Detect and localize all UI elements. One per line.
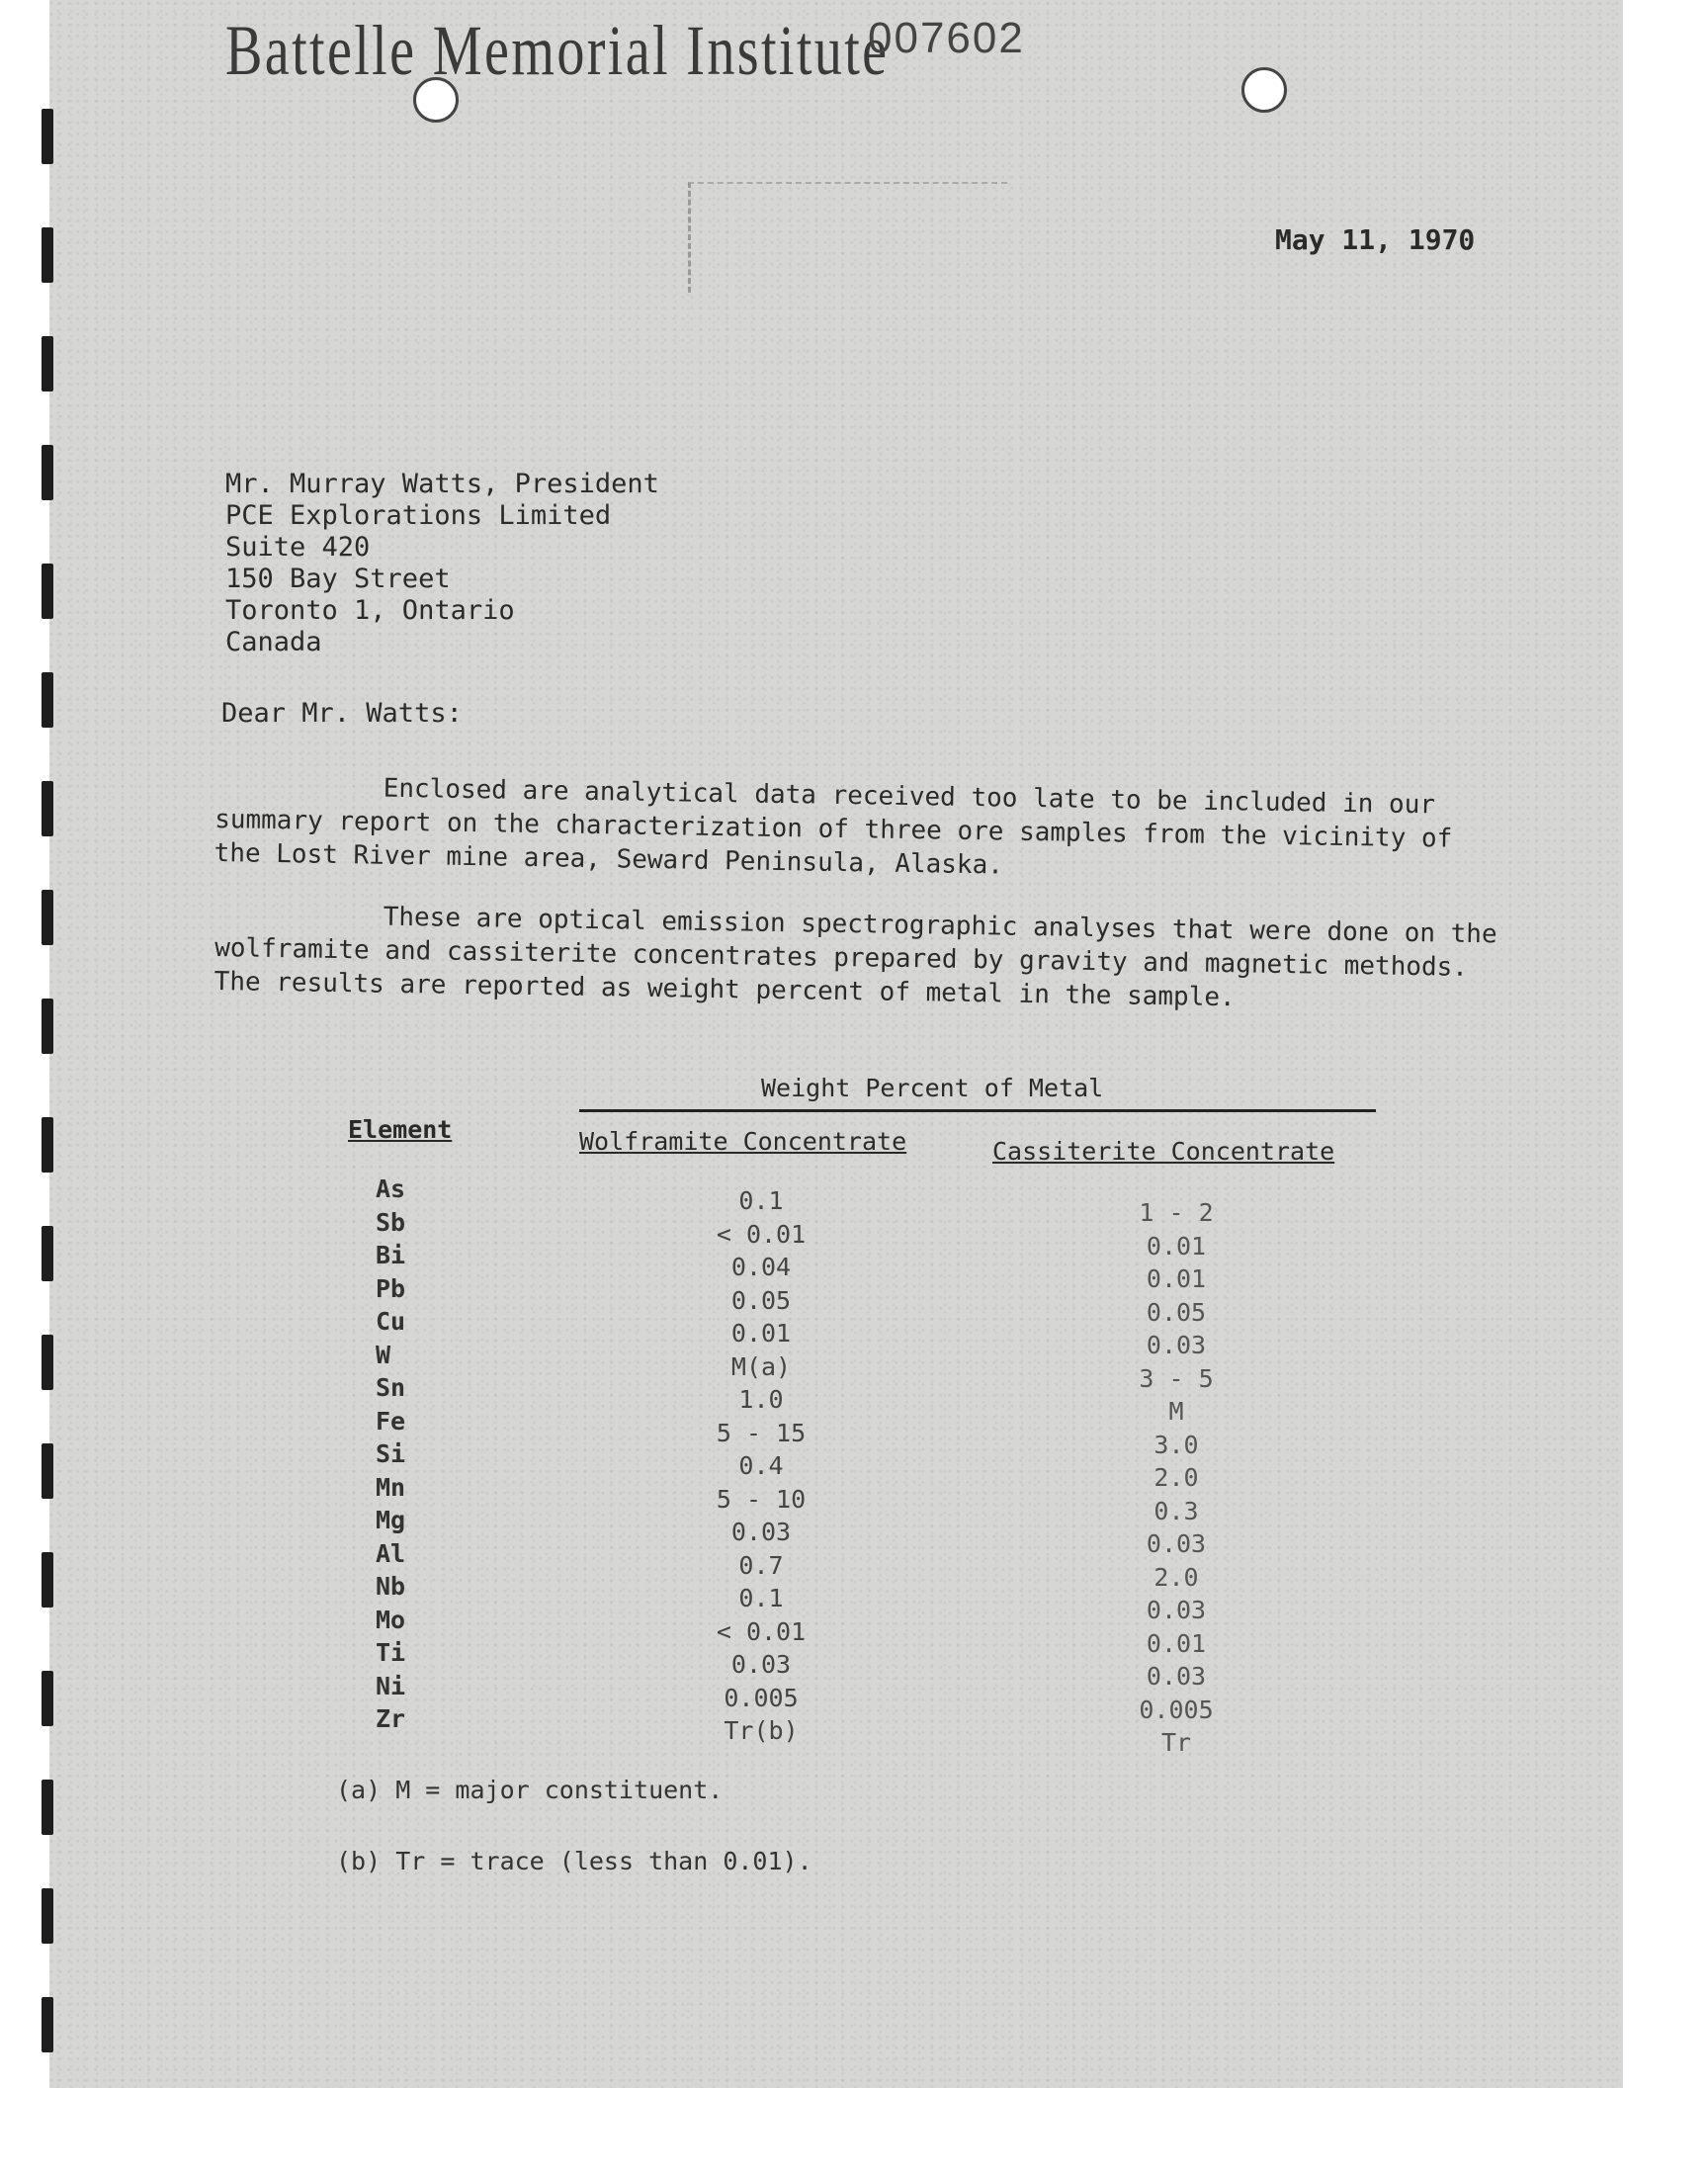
table-cell: Cu — [376, 1307, 406, 1336]
table-cell: 0.03 — [1146, 1529, 1207, 1558]
table-cell: 0.4 — [738, 1451, 784, 1480]
binder-mark — [42, 109, 53, 164]
element-header: Element — [348, 1115, 453, 1144]
address-line: Mr. Murray Watts, President — [225, 469, 659, 499]
table-cell: 0.3 — [1153, 1496, 1199, 1525]
wolframite-header: Wolframite Concentrate — [579, 1127, 907, 1156]
table-cell: 0.01 — [1146, 1628, 1207, 1658]
binder-mark — [42, 1780, 53, 1835]
table-cell: < 0.01 — [716, 1616, 807, 1646]
binder-mark — [42, 999, 53, 1054]
table-cell: 0.005 — [1139, 1695, 1214, 1724]
table-cell: M(a) — [730, 1351, 792, 1381]
table-cell: Zr — [376, 1704, 406, 1733]
table-cell: Mo — [376, 1605, 406, 1634]
cassiterite-column — [1068, 1196, 1285, 1760]
table-cell: 0.04 — [730, 1253, 792, 1281]
table-cell: 2.0 — [1153, 1562, 1199, 1592]
punch-hole — [1241, 67, 1287, 113]
table-cell: 0.01 — [1146, 1264, 1207, 1293]
table-cell: 0.05 — [730, 1285, 792, 1315]
binder-mark — [42, 336, 53, 392]
table-cell: 0.7 — [738, 1550, 784, 1580]
binder-mark — [42, 781, 53, 836]
table-cell: 5 - 15 — [716, 1418, 807, 1447]
address-line: Suite 420 — [225, 532, 371, 563]
table-cell: As — [376, 1174, 406, 1203]
table-group-header: Weight Percent of Metal — [761, 1074, 1104, 1102]
wolframite-column — [652, 1184, 870, 1748]
letterhead: Battelle Memorial Institute — [225, 11, 890, 90]
table-cell: Mg — [376, 1506, 406, 1534]
table-cell: Si — [376, 1439, 406, 1468]
body-paragraph-1: Enclosed are analytical data received too late to be included in our summary report on the characterization of three ore samples from the vicinity of the Lost River mine area, Seward Peninsula, Alaska. — [214, 773, 1453, 881]
table-cell: 0.01 — [1146, 1231, 1207, 1261]
address-line: Toronto 1, Ontario — [225, 595, 515, 626]
table-cell: Sb — [376, 1207, 406, 1237]
table-cell: Al — [376, 1538, 406, 1568]
table-cell: 2.0 — [1153, 1463, 1199, 1492]
table-cell: 3.0 — [1153, 1430, 1199, 1459]
binder-mark — [42, 1443, 53, 1499]
address-line: PCE Explorations Limited — [225, 500, 612, 531]
table-cell: 1 - 2 — [1139, 1198, 1214, 1227]
table-cell: 0.005 — [724, 1683, 799, 1712]
table-cell: M — [1168, 1397, 1184, 1426]
table-cell: < 0.01 — [716, 1219, 807, 1249]
table-cell: 0.01 — [730, 1319, 792, 1348]
table-cell: Fe — [376, 1406, 406, 1436]
table-cell: Bi — [376, 1241, 406, 1269]
letter-date: May 11, 1970 — [1275, 223, 1476, 256]
binder-mark — [42, 445, 53, 500]
table-cell: Tr(b) — [724, 1716, 799, 1745]
binder-mark — [42, 1335, 53, 1390]
binder-mark — [42, 1997, 53, 2052]
table-cell: Pb — [376, 1273, 406, 1303]
document-page — [49, 0, 1623, 2088]
table-cell: Ni — [376, 1671, 406, 1700]
stamp-mark — [688, 182, 1007, 293]
table-cell: W — [376, 1340, 391, 1369]
table-cell: 0.05 — [1146, 1297, 1207, 1327]
footnote-b: (b) Tr = trace (less than 0.01). — [336, 1847, 812, 1875]
footnote-a: (a) M = major constituent. — [336, 1776, 724, 1804]
table-cell: 0.03 — [730, 1650, 792, 1679]
table-cell: 5 - 10 — [716, 1484, 807, 1514]
table-cell: Ti — [376, 1638, 406, 1667]
binder-mark — [42, 1226, 53, 1281]
group-header-rule — [579, 1109, 1376, 1112]
table-cell: Tr — [1160, 1728, 1192, 1757]
table-cell: Nb — [376, 1572, 406, 1601]
binder-mark — [42, 1671, 53, 1726]
document-number: 007602 — [868, 14, 1025, 62]
address-line: 150 Bay Street — [225, 564, 451, 594]
binder-mark — [42, 564, 53, 619]
table-cell: 3 - 5 — [1139, 1363, 1214, 1393]
salutation: Dear Mr. Watts: — [221, 698, 463, 729]
binder-mark — [42, 1552, 53, 1608]
binder-mark — [42, 1888, 53, 1944]
table-cell: 0.1 — [738, 1186, 784, 1215]
cassiterite-header: Cassiterite Concentrate — [992, 1137, 1335, 1166]
table-cell: 0.03 — [730, 1518, 792, 1546]
table-cell: 0.03 — [1146, 1662, 1207, 1691]
binder-mark — [42, 890, 53, 945]
binder-mark — [42, 1117, 53, 1173]
address-line: Canada — [225, 627, 322, 657]
table-cell: 0.03 — [1146, 1331, 1207, 1359]
body-paragraph-2: These are optical emission spectrographic analyses that were done on the wolframite and cassiterite concentrates prepared by gravity and magnetic methods. The results are reported as weight percent of metal in the sample. — [214, 902, 1497, 1013]
table-cell: 0.1 — [738, 1584, 784, 1612]
table-cell: 1.0 — [738, 1385, 784, 1414]
binder-mark — [42, 672, 53, 728]
element-column — [376, 1173, 435, 1736]
table-cell: 0.03 — [1146, 1596, 1207, 1624]
table-cell: Sn — [376, 1373, 406, 1402]
binder-mark — [42, 227, 53, 283]
table-cell: Mn — [376, 1472, 406, 1502]
recipient-address — [225, 469, 659, 658]
